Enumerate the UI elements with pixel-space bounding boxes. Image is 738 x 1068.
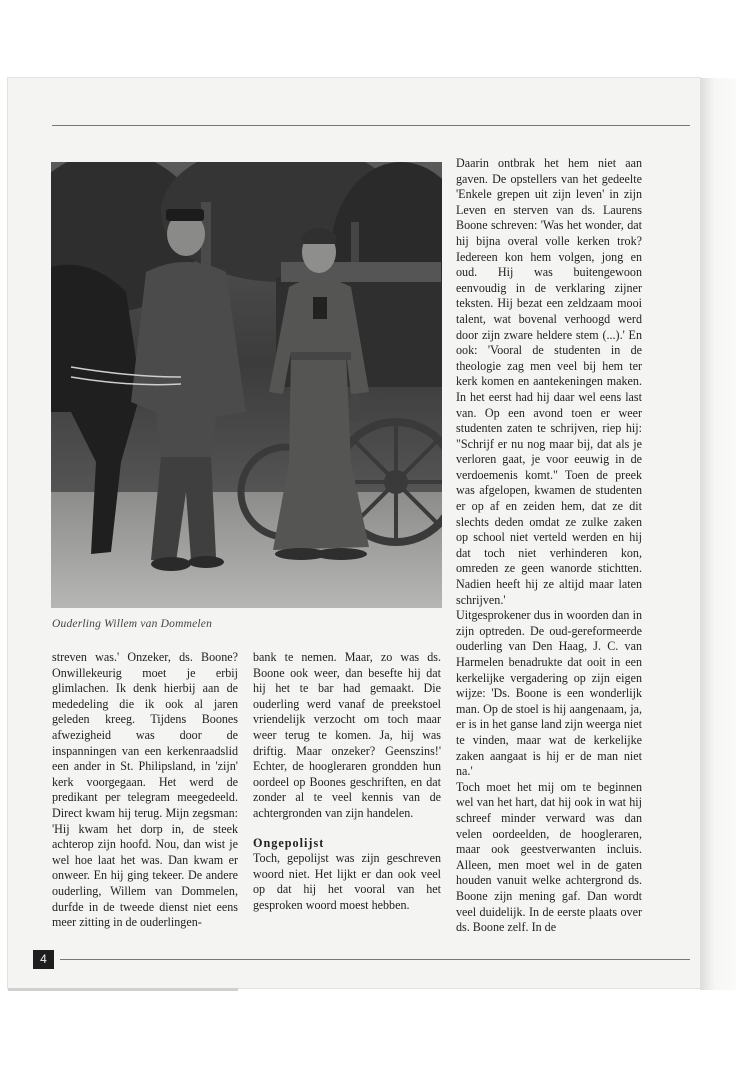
photo-caption: Ouderling Willem van Dommelen	[52, 618, 213, 630]
column-right	[456, 156, 642, 936]
page-spine	[700, 78, 736, 990]
column-left	[52, 650, 238, 931]
paragraph: Toch, gepolijst was zijn geschreven woord niet. Het lijkt er dan ook veel op dat hij het vooral van het gesproken woord moest hebben.	[253, 851, 441, 912]
paragraph: streven was.' Onzeker, ds. Boone? Onwillekeurig moet je erbij glimlachen. Ik denk hierbij aan de mededeling die ik ook al jaren geleden kreeg. Tijdens Boones afwezigheid was door de inspanningen van een kerkenraadslid een ander in St. Philipsland, in 'zijn' kerk voorgegaan. Het werd de predikant per telegram meegedeeld. Direct kwam hij terug. Mijn zegsman: 'Hij kwam het dorp in, de steek achterop zijn hoofd. Nou, dan wist je wel hoe laat het was. Dan kwam er onweer. En hij ging tekeer. De andere ouderling, Willem van Dommelen, durfde in de tweede dienst niet eens meer zitting in de ouderlingen-	[52, 650, 238, 930]
photo-ouderling	[51, 162, 442, 608]
paragraph: Daarin ontbrak het hem niet aan gaven. De opstellers van het gedeelte 'Enkele grepen uit zijn leven' in zijn Leven en sterven van ds. Laurens Boone schreven: 'Was het wonder, dat hij bijna overal volle kerken trok? Iedereen kon hem volgen, jong en oud. Hij was buitengewoon eenvoudig in de verklaring zijner teksten. Hij bezat een zeldzaam mooi talent, wat bovenal verhoogd werd door zijn zware heldere stem (...).' En ook: 'Vooral de studenten in de theologie zag men veel bij hem ter kerk komen en aantekeningen maken. In het eerst had hij daar wel eens last van. Op een avond toen er weer studenten zaten te schrijven, riep hij: "Schrijf er nu nog maar bij, dat als je verloren gaat, je voor eeuwig in de verdoemenis komt." Toen de preek was afgelopen, kwamen de studenten er op af en zeiden hem, dat ze dit slechts deden omdat ze zulke zaken op school niet verteld werden en hij dat toch niet verhinderen kon, omreden ze geen wanorde stichtten. Nadien heeft hij ze altijd maar laten schrijven.'	[456, 156, 642, 607]
bottom-rule	[60, 959, 690, 960]
page-number: 4	[33, 950, 54, 969]
paragraph: bank te nemen. Maar, zo was ds. Boone ook weer, dan besefte hij dat hij het te bar had gemaakt. Die ouderling werd vanaf de preekstoel vriendelijk verzocht om toch maar weer terug te komen. Ja, hij was driftig. Maar onzeker? Geenszins!' Echter, de hoogleraren grondden hun oordeel op Boones geschriften, en dat zonder al te veel kennis van de achtergronden van zijn handelen.	[253, 650, 441, 820]
section-heading: Ongepolijst	[253, 835, 325, 850]
column-middle	[253, 650, 441, 914]
paragraph: Uitgesprokener dus in woorden dan in zijn optreden. De oud-gereformeerde ouderling van Den Haag, J. C. van Harmelen benadrukte dat ooit in een kerkelijke vergadering op zijn eigen wijze: 'Ds. Boone is een wonderlijk man. Op de stoel is hij aangenaam, ja, er is in het ganse land zijn weerga niet te vinden, maar wat de kerkelijke zaken aangaat is hij er de man niet na.'	[456, 608, 642, 779]
paragraph: Toch moet het mij om te beginnen wel van het hart, dat hij ook in wat hij schreef minder verward was dan velen oordeelden, de hoogleraren, maar ook geestverwanten incluis. Alleen, men moet wel in de gaten houden vanuit welke achtergrond ds. Boone zijn mening gaf. Dan wordt veel duidelijk. In de eerste plaats over ds. Boone zelf. In de	[456, 779, 642, 935]
page-edge	[8, 988, 238, 991]
top-rule	[52, 125, 690, 126]
